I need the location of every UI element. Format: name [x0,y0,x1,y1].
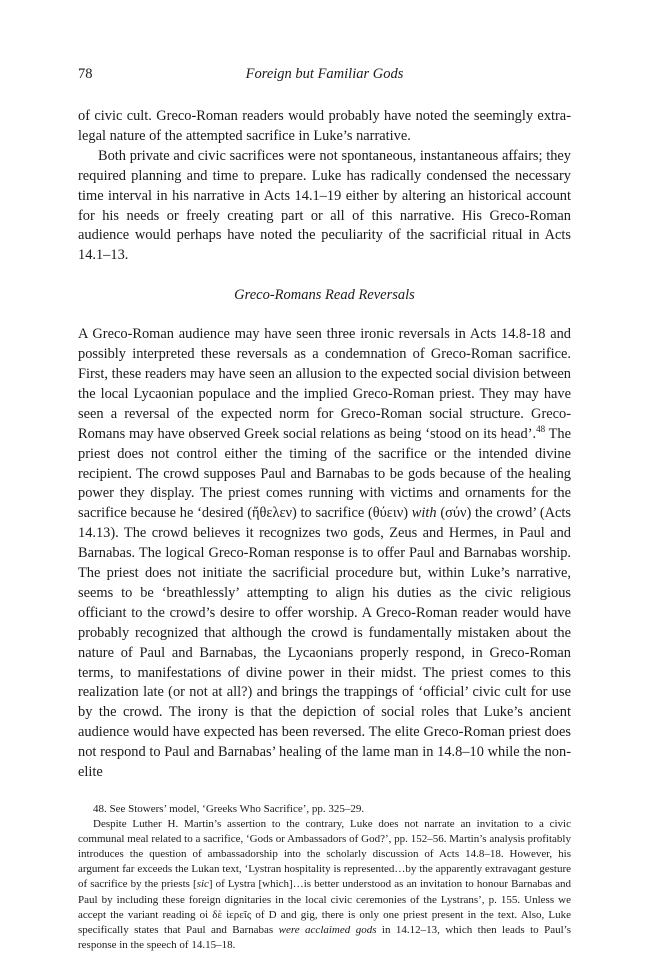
page-header [78,66,571,90]
paragraph-1: of civic cult. Greco-Roman readers would probably have noted the seemingly extra-legal nature of the attempted sacrifice in Luke’s narrative. [78,108,571,144]
page-number: 78 [78,66,93,82]
footnote-part-b: ] of Lystra [which]…is better understood as an invitation to honour Barnabas and Paul by including these foreign dignitaries in the local civic ceremonies of the Lystrans’, p. 155. Unless we accept the variant reading οἱ δὲ ἱερεῖς of D and gig, there is only one priest present in the text. Also, Luke specifically states that Paul and Barnabas [78,878,572,936]
paragraph-3-part-a: A Greco-Roman audience may have seen three ironic reversals in Acts 14.8-18 and possibly interpreted these reversals as a condemnation of Greco-Roman sacrifice. First, these readers may have seen an allusion to the expected social division between the local Lycaonian populace and the implied Greco-Roman priest. They may have seen a reversal of the expected norm for Greco-Roman social structure. Greco-Romans may have observed Greek social relations as being ‘stood on its head’. [78,326,571,442]
paragraph-3-part-c: (σύν) the crowd’ (Acts 14.13). The crowd believes it recognizes two gods, Zeus and Hermes, in Paul and Barnabas. The logical Greco-Roman response is to offer Paul and Barnabas worship. The priest does not initiate the sacrificial procedure but, within Luke’s narrative, seems to be ‘breathlessly’ attempting to align his duties as the civic religious officiant to the crowd’s desire to offer worship. A Greco-Roman reader would have probably recognized that although the crowd is fundamentally mistaken about the nature of Paul and Barnabas, the Lycaonians properly respond, in Greco-Roman terms, to manifestations of divine power in their midst. The priest comes to this realization late (or not at all?) and brings the trappings of ‘official’ civic cult for use by the crowd. The irony is that the depiction of social roles that Luke’s ancient audience would have expected has been reversed. The elite Greco-Roman priest does not respond to Paul and Barnabas’ healing of the lame man in 14.8–10 while the non-elite [78,505,571,781]
footnote-48: 48. See Stowers’ model, ‘Greeks Who Sacrifice’, pp. 325–29. [93,803,365,815]
paragraph-2: Both private and civic sacrifices were not spontaneous, instantaneous affairs; they required planning and time to prepare. Luke has radically condensed the necessary time interval in his narrative in Acts 14.1–19 either by altering an historical account for his needs or freely creating part or all of this narrative. His Greco-Roman audience would perhaps have noted the peculiarity of the sacrificial ritual in Acts 14.1–13. [78,147,571,264]
footnote-part-a: Despite Luther H. Martin’s assertion to the contrary, Luke does not narrate an invitation to a civic communal meal related to a sacrifice, ‘Gods or Ambassadors of God?’, pp. 152–56. Martin’s analysis profitably introduces the question of ambassadorship into the scholarly discussion of Acts 14.8–18. However, his argument far exceeds the Lukan text, ‘Lystran hospitality is represented…by the apparently extravagant gesture of sacrifice by the priests [ [78,818,571,891]
body-text [78,107,571,783]
emphasis-sic: sic [196,878,209,891]
paragraph-3-part-b: The priest does not control either the timing of the sacrifice or the intended divine recipient. The crowd supposes Paul and Barnabas to be gods because of the healing power they display. The priest comes running with victims and ornaments for the sacrifice because he ‘desired (ἤθελεν) to sacrifice (θύειν) [78,425,571,522]
footnotes [78,802,571,953]
emphasis-acclaimed: were acclaimed gods [278,923,377,936]
footnote-48-continuation [78,817,571,953]
section-heading: Greco-Romans Read Reversals [234,287,415,304]
emphasis-with: with [411,505,437,522]
paragraph-3 [78,325,571,783]
running-title: Foreign but Familiar Gods [245,66,404,82]
footnote-reference-48: 48 [536,423,546,434]
footnote-part-c: in 14.12–13, which then leads to Paul’s response in the speech of 14.15–18. [78,923,571,951]
